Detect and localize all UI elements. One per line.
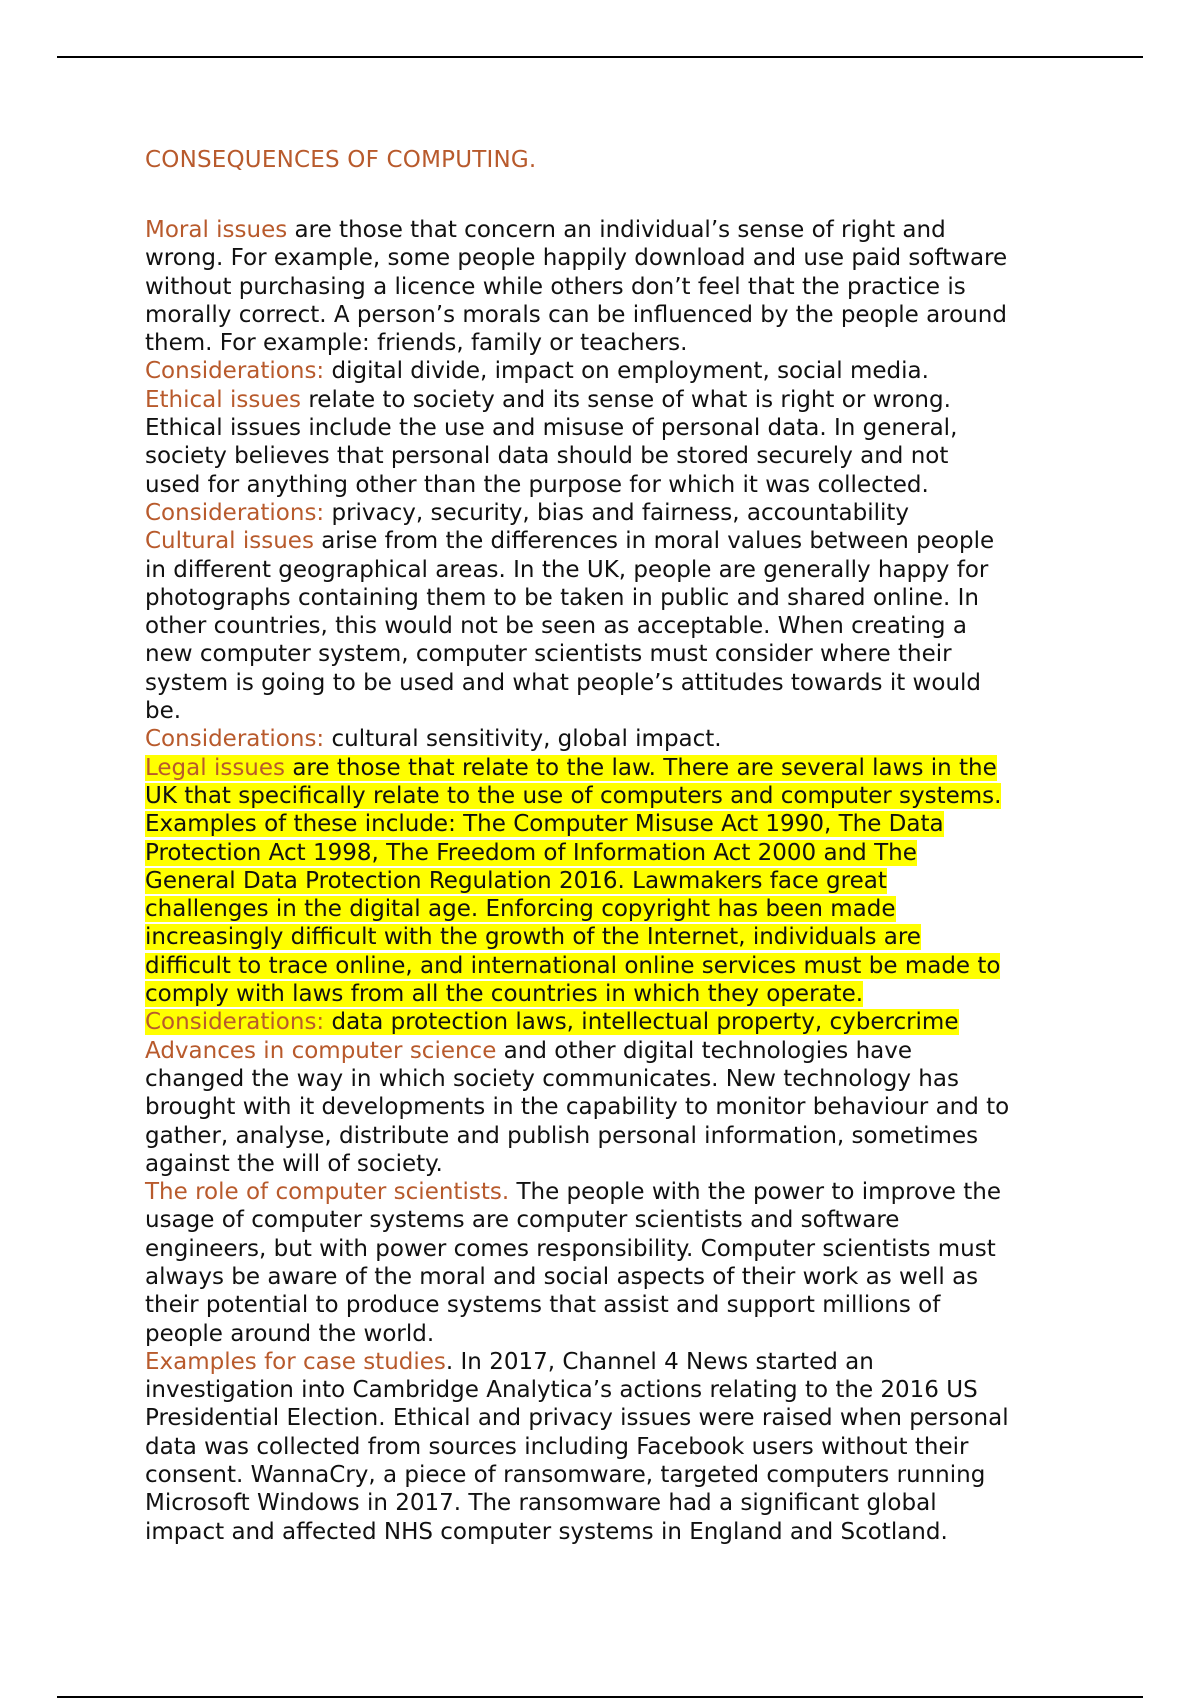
text-moral-issues: are those that concern an individual’s sense of right and wrong. For example, some people happily download and use paid software without purchasing a licence while others don’t feel that the practice is morally correct. A person’s morals can be influenced by the people around them. For example: friends, family or teachers. [145,217,1008,357]
paragraph-legal-issues [145,754,1065,1009]
text-cultural-considerations: cultural sensitivity, global impact. [324,726,722,753]
keyword-cultural-issues: Cultural issues [145,528,314,555]
text-ethical-considerations: privacy, security, bias and fairness, accountability [324,499,909,526]
document-body [145,140,1065,1546]
paragraph-moral-considerations [145,357,1065,385]
text-legal-issues: are those that relate to the law. There are several laws in the UK that specifically relate to the use of computers and computer systems. Examples of these include: The Computer Misuse Act 1990, The Data Protection Act 1998, The Freedom of Information Act 2000 and The General Data Protection Regulation 2016. Lawmakers face great challenges in the digital age. Enforcing copyright has been made increasingly difficult with the growth of the Internet, individuals are difficult to trace online, and international online services must be made to comply with laws from all the countries in which they operate. [145,754,1002,1008]
text-moral-considerations: digital divide, impact on employment, social media. [324,358,929,385]
highlight-legal-considerations [145,1009,959,1035]
paragraph-advances [145,1037,1065,1178]
keyword-legal-issues: Legal issues [145,754,286,781]
page-title: CONSEQUENCES OF COMPUTING. [145,147,537,173]
keyword-advances: Advances in computer science [145,1037,497,1064]
paragraph-role-of-computer-scientists [145,1178,1065,1348]
text-role-of-computer-scientists: The people with the power to improve the usage of computer systems are computer scientists and software engineers, but with power comes responsibility. Computer scientists must always be aware of the moral and social aspects of their work as well as their potential to produce systems that assist and support millions of people around the world. [145,1179,1002,1347]
paragraph-ethical-issues [145,386,1065,499]
keyword-considerations: Considerations: [145,726,325,753]
paragraph-ethical-considerations [145,499,1065,527]
page-top-rule [57,56,1143,58]
highlight-legal-issues [145,755,1001,1007]
paragraph-cultural-issues [145,527,1065,725]
paragraph-cultural-considerations [145,725,1065,753]
keyword-case-studies: Examples for case studies [145,1348,446,1375]
page-bottom-rule [57,1696,1143,1698]
keyword-moral-issues: Moral issues [145,217,288,243]
keyword-considerations: Considerations: [145,499,325,526]
text-ethical-issues: relate to society and its sense of what is right or wrong. Ethical issues include the use and misuse of personal data. In general, society believes that personal data should be stored securely and not used for anything other than the purpose for which it was collected. [145,386,958,498]
paragraph-case-studies [145,1348,1065,1546]
text-cultural-issues: arise from the differences in moral values between people in different geographical areas. In the UK, people are generally happy for photographs containing them to be taken in public and shared online. In other countries, this would not be seen as acceptable. When creating a new computer system, computer scientists must consider where their system is going to be used and what people’s attitudes towards it would be. [145,528,995,725]
text-legal-considerations: data protection laws, intellectual property, cybercrime [324,1009,959,1036]
text-advances: and other digital technologies have changed the way in which society communicates. New technology has brought with it developments in the capability to monitor behaviour and to gather, analyse, distribute and publish personal information, sometimes against the will of society. [145,1037,1010,1177]
keyword-considerations: Considerations: [145,1009,325,1036]
keyword-considerations: Considerations: [145,358,325,385]
keyword-ethical-issues: Ethical issues [145,386,302,413]
paragraph-moral-issues [145,216,1065,357]
keyword-role-of-computer-scientists: The role of computer scientists. [145,1179,510,1206]
text-case-studies: . In 2017, Channel 4 News started an investigation into Cambridge Analytica’s actions relating to the 2016 US Presidential Election. Ethical and privacy issues were raised when personal data was collected from sources including Facebook users without their consent. WannaCry, a piece of ransomware, targeted computers running Microsoft Windows in 2017. The ransomware had a significant global impact and affected NHS computer systems in England and Scotland. [145,1348,1009,1545]
paragraph-legal-considerations [145,1008,1065,1036]
